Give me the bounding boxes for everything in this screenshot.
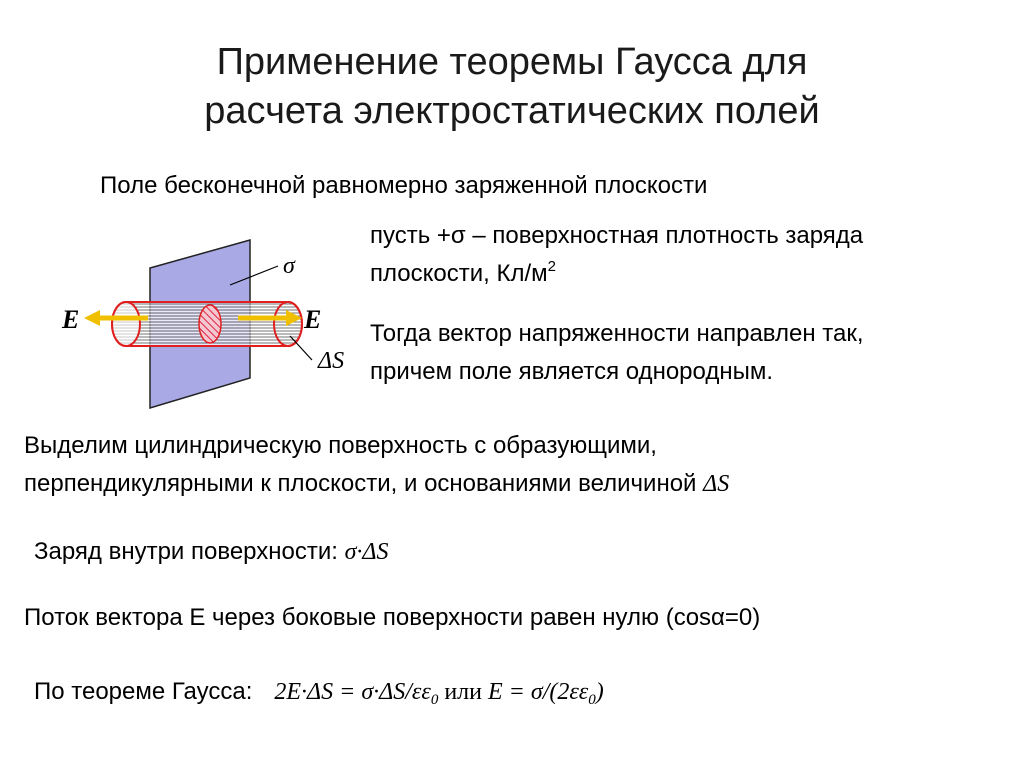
ds-label: ΔS bbox=[318, 348, 345, 374]
ds-leader-line bbox=[290, 336, 312, 360]
units-exponent: 2 bbox=[547, 258, 556, 275]
gauss-connector: или bbox=[438, 679, 488, 705]
charge-label: Заряд внутри поверхности: bbox=[34, 538, 345, 565]
cylinder-text-line-2 bbox=[24, 468, 729, 500]
sigma-label: σ bbox=[283, 253, 295, 279]
cylinder-text-prefix: перпендикулярными к плоскости, и основаниями величиной bbox=[24, 470, 704, 497]
flux-line: Поток вектора E через боковые поверхности равен нулю (cosα=0) bbox=[24, 604, 761, 631]
e-label-right: E bbox=[304, 305, 322, 334]
charge-line bbox=[34, 536, 389, 568]
sigma-definition-line-1: пусть +σ – поверхностная плотность заряда bbox=[370, 222, 864, 249]
cylinder-text-line-1: Выделим цилиндрическую поверхность с образующими, bbox=[24, 432, 657, 459]
gauss-line bbox=[34, 676, 604, 708]
gauss-equation-1: $2E\cdot\Delta S = \sigma\cdot\Delta S/\varepsilon\varepsilon_0$ bbox=[274, 679, 439, 708]
charge-math: σ·ΔS bbox=[344, 539, 389, 565]
section-subtitle: Поле бесконечной равномерно заряженной плоскости bbox=[100, 172, 708, 199]
field-direction-line-2: причем поле является однородным. bbox=[370, 358, 774, 385]
cylinder-text-math: ΔS bbox=[703, 471, 730, 497]
gauss-equation-2: $E = \sigma/(2\varepsilon\varepsilon_0)$ bbox=[488, 679, 604, 708]
title-line-2: расчета электростатических полей bbox=[204, 90, 820, 132]
title-line-1: Применение теоремы Гаусса для bbox=[216, 41, 808, 83]
e-label-left: E bbox=[62, 305, 80, 334]
gaussian-cylinder bbox=[112, 302, 302, 346]
field-direction-line-1: Тогда вектор напряженности направлен так, bbox=[370, 320, 864, 347]
plane-cross-section bbox=[199, 305, 221, 343]
gauss-label: По теореме Гаусса: bbox=[34, 678, 253, 705]
cylinder-left-base bbox=[112, 302, 140, 346]
units-text: плоскости, Кл/м bbox=[370, 260, 548, 287]
